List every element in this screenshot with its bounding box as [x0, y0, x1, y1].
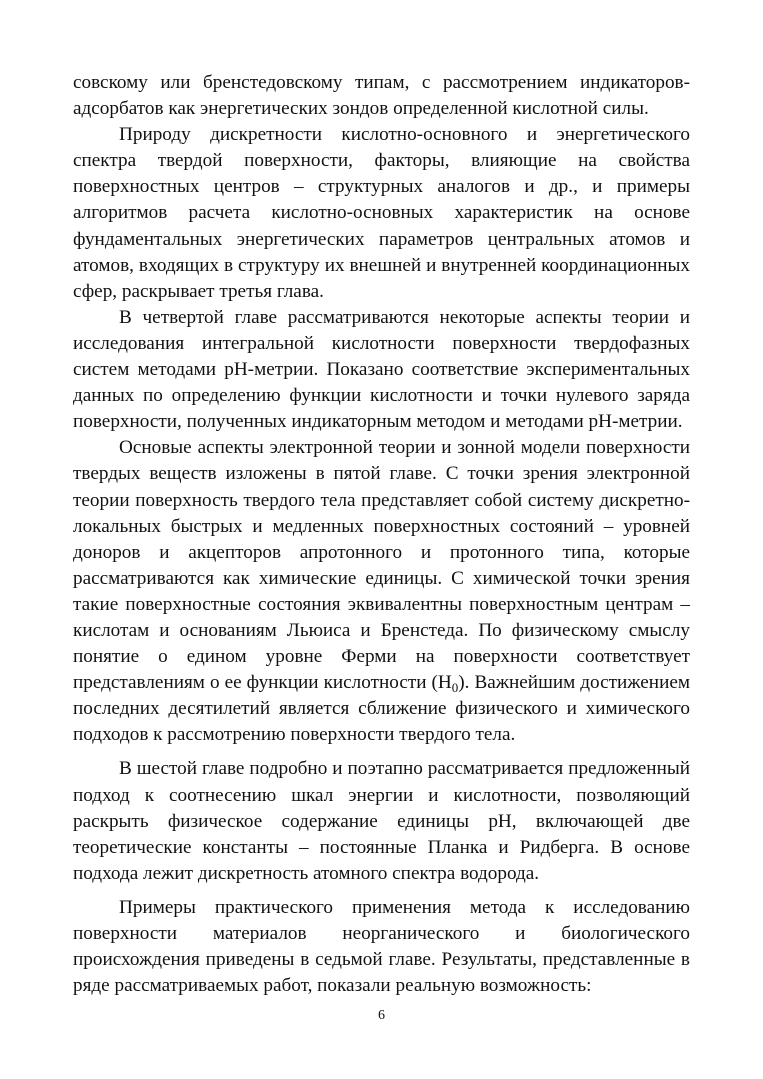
- paragraph-chapter-seven: Примеры практического применения метода к исследованию поверхности материалов неорганического и биологического происхождения приведены в седьмой главе. Результаты, представленные в ряде рассматриваемых работ, показали реальную возможность:: [73, 896, 690, 997]
- paragraph-chapter-five: [73, 435, 690, 748]
- paragraph-chapter-five-text: Основые аспекты электронной теории и зонной модели поверхности твердых веществ изложены в пятой главе. С точки зрения электронной теории поверхность твердого тела представляет собой систему дискретно-локальных быстрых и медленных поверхностных состояний – уровней доноров и акцепторов апротонного и протонного типа, которые рассматриваются как химические единицы. С химической точки зрения такие поверхностные состояния эквивалентны поверхностным центрам – кислотам и основаниям Льюиса и Бренстеда. По физическому смыслу понятие о едином уровне Ферми на поверхности соответствует представлениям о ее функции кислотности (H: [73, 437, 690, 694]
- page-number: 6: [378, 1008, 385, 1023]
- document-body: [73, 70, 690, 999]
- paragraph-chapter-four: В четвертой главе рассматриваются некоторые аспекты теории и исследования интегральной кислотности поверхности твердофазных систем методами pH-метрии. Показано соответствие экспериментальных данных по определению функции кислотности и точки нулевого заряда поверхности, полученных индикаторным методом и методами pH-метрии.: [73, 306, 690, 433]
- paragraph-chapter-three: Природу дискретности кислотно-основного и энергетического спектра твердой поверхности, факторы, влияющие на свойства поверхностных центров – структурных аналогов и др., и примеры алгоритмов расчета кислотно-основных характеристик на основе фундаментальных энергетических параметров центральных атомов и атомов, входящих в структуру их внешней и внутренней координационных сфер, раскрывает третья глава.: [73, 124, 690, 302]
- paragraph-chapter-five-text-end: ). Важнейшим достижением последних десятилетий является сближение физического и химического подходов к рассмотрению поверхности твердого тела.: [73, 672, 690, 746]
- paragraph-chapter-six: В шестой главе подробно и поэтапно рассматривается предложенный подход к соотнесению шкал энергии и кислотности, позволяющий раскрыть физическое содержание единицы pH, включающей две теоретические константы – постоянные Планка и Ридберга. В основе подхода лежит дискретность атомного спектра водорода.: [73, 758, 690, 884]
- paragraph-continuation: совскому или бренстедовскому типам, с рассмотрением индикаторов-адсорбатов как энергетических зондов определенной кислотной силы.: [73, 72, 690, 120]
- subscript-zero: 0: [451, 680, 459, 696]
